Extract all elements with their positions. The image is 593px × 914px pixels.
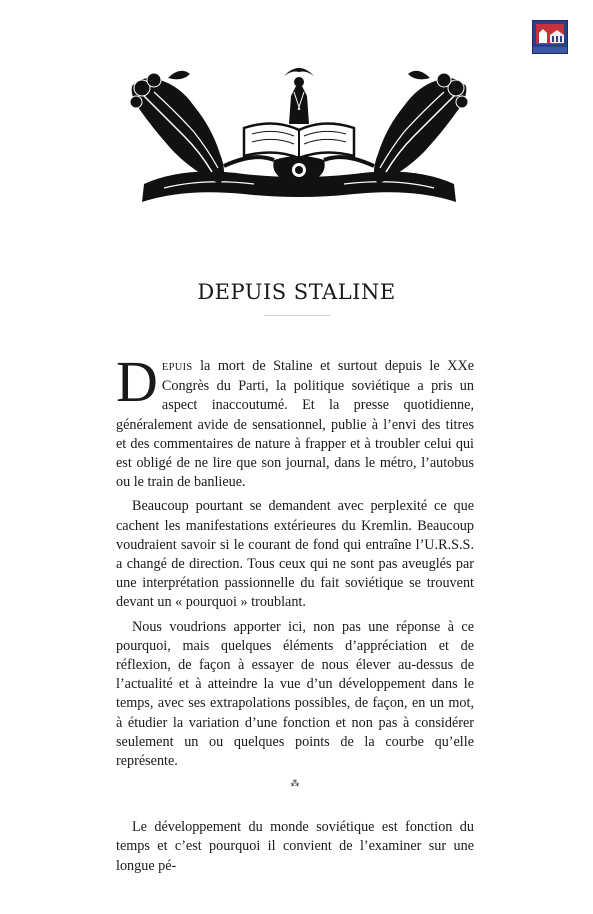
- paragraph-1: [116, 349, 474, 492]
- paragraph-4: Le développement du monde soviétique est fonction du temps et c’est pourquoi il convient de l’examiner sur une longue pé-: [116, 819, 474, 874]
- page-title: DEPUIS STALINE: [197, 280, 396, 304]
- opening-smallcaps: EPUIS: [161, 362, 193, 373]
- section-separator: ⁂: [290, 778, 300, 789]
- paragraph-3: Nous voudrions apporter ici, non pas une réponse à ce pourquoi, mais quelques éléments d’appréciation et de réflexion, de façon à essayer de nous élever au-dessus de l’actualité et à atteindre la vue d’un développement dans le temps, avec ses extrapolations possibles, de façon, en un mot, à étudier la variation d’une fonction et non pas à considérer seulement un ou quelques points de la courbe qu’elle représente.: [116, 618, 474, 770]
- library-logo-icon: [532, 20, 568, 54]
- drop-cap: D: [116, 349, 158, 414]
- paragraph-2: Beaucoup pourtant se demandent avec perplexité ce que cachent les manifestations extérieures du Kremlin. Beaucoup voudraient savoir si le courant de fond qui entraîne l’U.R.S.S. a changé de direction. Tous ceux qui ne sont pas aveuglés par une interprétation passionnelle du fait soviétique se trouvent devant un « pourquoi » troublant.: [116, 498, 474, 611]
- body-text: [116, 349, 474, 881]
- title-divider: [264, 315, 330, 316]
- cornucopia-ornament-icon: [124, 56, 474, 212]
- paragraph-1-text: la mort de Staline et surtout depuis le XXe Congrès du Parti, la politique soviétique a pris un aspect inaccoutumé. Et la presse quotidienne, généralement avide de sensationnel, publie à l’envi des titres et des commentaires de nature à frapper et à troubler celui qui est obligé de ne lire que son journal, dans le métro, l’autobus ou le train de banlieue.: [116, 358, 474, 491]
